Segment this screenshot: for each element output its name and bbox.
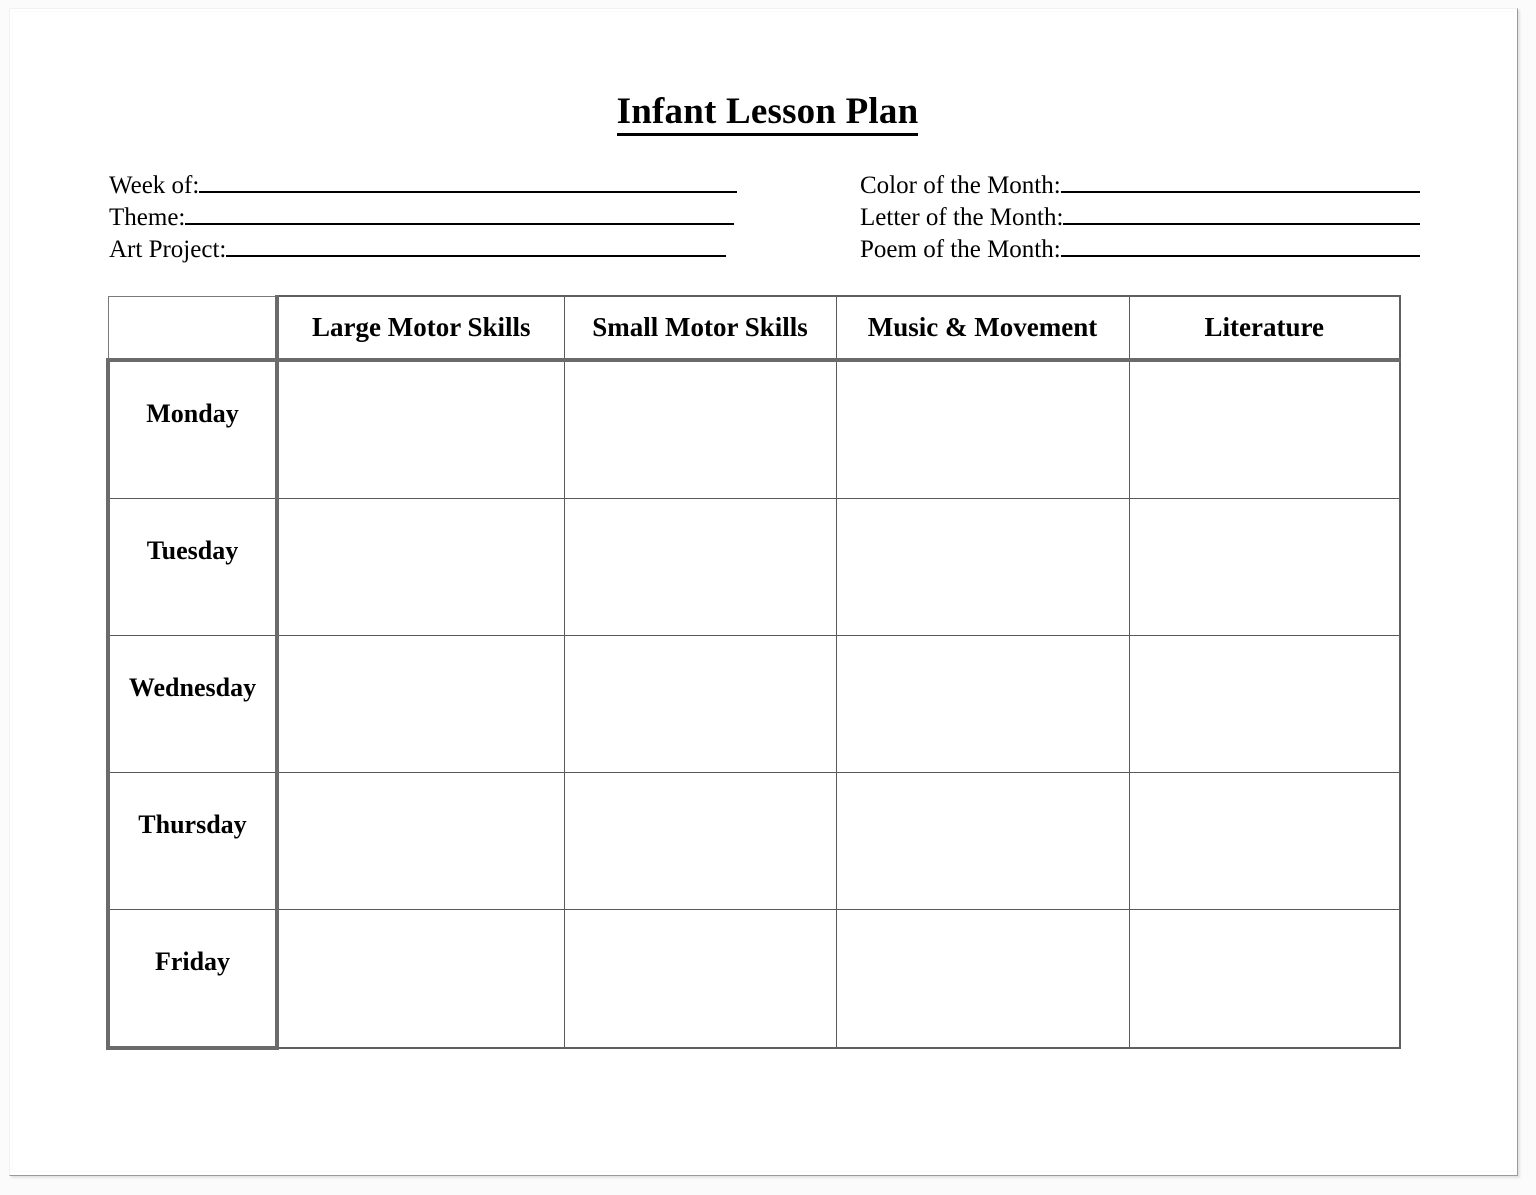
- field-week-of-label: Week of:: [109, 172, 200, 199]
- cell-tuesday-large-motor-skills[interactable]: [277, 499, 564, 636]
- table-row: [108, 360, 1400, 499]
- field-color-of-the-month: [860, 169, 1420, 201]
- header-fields-right: [860, 169, 1420, 265]
- field-art-project: [109, 233, 749, 265]
- cell-thursday-large-motor-skills[interactable]: [277, 773, 564, 910]
- document-paper-inner: [12, 11, 1514, 1172]
- document-paper: [9, 8, 1518, 1176]
- field-color-of-the-month-label: Color of the Month:: [860, 172, 1061, 199]
- cell-monday-large-motor-skills[interactable]: [277, 360, 564, 499]
- table-row: [108, 636, 1400, 773]
- field-letter-of-the-month-blank[interactable]: [1063, 201, 1420, 225]
- cell-friday-music-and-movement[interactable]: [836, 910, 1129, 1049]
- field-color-of-the-month-blank[interactable]: [1061, 169, 1420, 193]
- cell-thursday-music-and-movement[interactable]: [836, 773, 1129, 910]
- day-label-tuesday-text: Tuesday: [146, 536, 239, 565]
- cell-wednesday-large-motor-skills[interactable]: [277, 636, 564, 773]
- cell-friday-large-motor-skills[interactable]: [277, 910, 564, 1049]
- day-label-friday-text: Friday: [154, 947, 231, 976]
- day-label-wednesday: [108, 636, 277, 773]
- day-label-monday: [108, 360, 277, 499]
- field-art-project-label: Art Project:: [109, 236, 227, 263]
- field-art-project-blank[interactable]: [226, 233, 726, 257]
- day-label-tuesday: [108, 499, 277, 636]
- field-theme: [109, 201, 749, 233]
- column-header-small-motor-skills: Small Motor Skills: [564, 296, 836, 360]
- cell-wednesday-music-and-movement[interactable]: [836, 636, 1129, 773]
- cell-tuesday-music-and-movement[interactable]: [836, 499, 1129, 636]
- table-row: [108, 499, 1400, 636]
- cell-wednesday-literature[interactable]: [1129, 636, 1400, 773]
- day-label-thursday: [108, 773, 277, 910]
- cell-friday-literature[interactable]: [1129, 910, 1400, 1049]
- field-poem-of-the-month-blank[interactable]: [1061, 233, 1420, 257]
- lesson-plan-table: [106, 295, 1401, 1050]
- table-row: [108, 910, 1400, 1049]
- page-title: [13, 90, 1522, 133]
- field-poem-of-the-month-label: Poem of the Month:: [860, 236, 1061, 263]
- field-theme-label: Theme:: [109, 204, 186, 231]
- cell-thursday-small-motor-skills[interactable]: [564, 773, 836, 910]
- day-label-monday-text: Monday: [146, 399, 239, 428]
- column-header-literature: Literature: [1129, 296, 1400, 360]
- cell-thursday-literature[interactable]: [1129, 773, 1400, 910]
- cell-monday-music-and-movement[interactable]: [836, 360, 1129, 499]
- page-title-text: Infant Lesson Plan: [617, 91, 919, 136]
- field-letter-of-the-month-label: Letter of the Month:: [860, 204, 1064, 231]
- cell-friday-small-motor-skills[interactable]: [564, 910, 836, 1049]
- cell-monday-small-motor-skills[interactable]: [564, 360, 836, 499]
- field-poem-of-the-month: [860, 233, 1420, 265]
- field-week-of: [109, 169, 749, 201]
- day-label-wednesday-text: Wednesday: [128, 673, 257, 702]
- day-label-thursday-text: Thursday: [138, 810, 247, 839]
- cell-monday-literature[interactable]: [1129, 360, 1400, 499]
- field-theme-blank[interactable]: [185, 201, 734, 225]
- table-header-row: [108, 296, 1400, 360]
- header-fields-left: [109, 169, 749, 265]
- cell-tuesday-small-motor-skills[interactable]: [564, 499, 836, 636]
- field-letter-of-the-month: [860, 201, 1420, 233]
- table-corner-header: [108, 296, 277, 360]
- column-header-music-and-movement: Music & Movement: [836, 296, 1129, 360]
- cell-wednesday-small-motor-skills[interactable]: [564, 636, 836, 773]
- table-row: [108, 773, 1400, 910]
- day-label-friday: [108, 910, 277, 1049]
- column-header-large-motor-skills: Large Motor Skills: [277, 296, 564, 360]
- cell-tuesday-literature[interactable]: [1129, 499, 1400, 636]
- field-week-of-blank[interactable]: [199, 169, 737, 193]
